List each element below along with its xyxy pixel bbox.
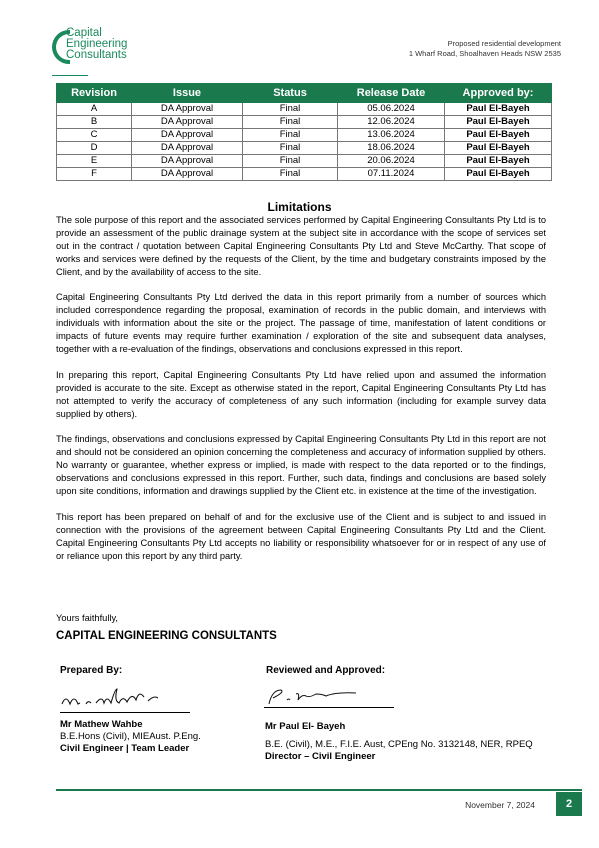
paragraph: Capital Engineering Consultants Pty Ltd derived the data in this report primarily from a number of sources which included correspondence regarding the proposal, examination of records in the public domain, and interviews with individuals with information about the site or the project. The passage of time, manifestation of latent conditions or impacts of future events may require further examination / exploration of the site and subsequent data analyses, together with a re-evaluation of the findings, observations and conclusions expressed in this report.	[56, 292, 546, 355]
document-header	[409, 39, 561, 59]
cell-revision: E	[57, 155, 132, 168]
cell-approved-by: Paul El-Bayeh	[445, 116, 552, 129]
col-status: Status	[243, 84, 338, 103]
cell-revision: B	[57, 116, 132, 129]
reviewer-details	[265, 721, 533, 763]
preparer-details	[60, 719, 201, 755]
cell-release-date: 18.06.2024	[338, 142, 445, 155]
cell-issue: DA Approval	[132, 116, 243, 129]
cell-revision: A	[57, 103, 132, 116]
cell-approved-by: Paul El-Bayeh	[445, 103, 552, 116]
cell-issue: DA Approval	[132, 142, 243, 155]
preparer-name: Mr Mathew Wahbe	[60, 719, 143, 730]
col-release-date: Release Date	[338, 84, 445, 103]
cell-status: Final	[243, 142, 338, 155]
table-row	[57, 116, 552, 129]
cell-issue: DA Approval	[132, 168, 243, 181]
reviewer-qualifications: B.E. (Civil), M.E., F.I.E. Aust, CPEng No. 3132148, NER, RPEQ	[265, 739, 533, 750]
cell-release-date: 20.06.2024	[338, 155, 445, 168]
logo-line-2: Engineering	[66, 38, 128, 50]
cell-release-date: 05.06.2024	[338, 103, 445, 116]
limitations-title: Limitations	[267, 200, 332, 214]
cell-issue: DA Approval	[132, 155, 243, 168]
logo-underline	[52, 75, 88, 76]
paragraph: This report has been prepared on behalf of and for the exclusive use of the Client and is subject to and issued in connection with the provisions of the agreement between Capital Engineering Consultants Pty Ltd and the Client. Capital Engineering Consultants Pty Ltd accepts no liability or responsibility whatsoever for or in respect of any use of or reliance upon this report by any third party.	[56, 511, 546, 561]
cell-status: Final	[243, 168, 338, 181]
reviewer-role: Director – Civil Engineer	[265, 751, 376, 762]
table-row	[57, 155, 552, 168]
revision-header-row	[57, 84, 552, 103]
cell-release-date: 07.11.2024	[338, 168, 445, 181]
paragraph: The sole purpose of this report and the associated services performed by Capital Engineering Consultants Pty Ltd is to provide an assessment of the public drainage system at the subject site in accordance with the scope of services set out in the contract / quotation between Capital Engineering Consultants Pty Ltd and Steve McCarthy. That scope of works and services were defined by the requests of the Client, by the time and budgetary constraints imposed by the Client, and by the availability of access to the site.	[56, 215, 546, 277]
cell-approved-by: Paul El-Bayeh	[445, 155, 552, 168]
revision-table	[56, 83, 552, 181]
reviewer-name: Mr Paul El- Bayeh	[265, 721, 346, 732]
footer-date: November 7, 2024	[465, 800, 535, 810]
signature-wahbe	[58, 682, 190, 712]
preparer-role: Civil Engineer | Team Leader	[60, 743, 190, 754]
limitations-body	[56, 214, 546, 575]
signature-line	[60, 712, 190, 713]
company-logo	[52, 28, 152, 80]
cell-status: Final	[243, 103, 338, 116]
cell-approved-by: Paul El-Bayeh	[445, 168, 552, 181]
signature-line	[264, 707, 394, 708]
table-row	[57, 168, 552, 181]
logo-line-3: Consultants	[66, 49, 127, 61]
cell-release-date: 12.06.2024	[338, 116, 445, 129]
cell-revision: F	[57, 168, 132, 181]
footer-divider	[56, 789, 582, 791]
cell-status: Final	[243, 129, 338, 142]
cell-approved-by: Paul El-Bayeh	[445, 129, 552, 142]
cell-status: Final	[243, 116, 338, 129]
closing-salutation: Yours faithfully,	[56, 613, 119, 623]
cell-issue: DA Approval	[132, 103, 243, 116]
col-issue: Issue	[132, 84, 243, 103]
page-number: 2	[556, 792, 582, 816]
col-approved-by: Approved by:	[445, 84, 552, 103]
table-row	[57, 129, 552, 142]
company-name: CAPITAL ENGINEERING CONSULTANTS	[56, 630, 277, 642]
table-row	[57, 142, 552, 155]
header-project: Proposed residential development	[447, 39, 561, 48]
logo-text	[66, 28, 127, 61]
cell-issue: DA Approval	[132, 129, 243, 142]
paragraph: In preparing this report, Capital Engineering Consultants Pty Ltd have relied upon and assumed the information provided is accurate to the site. Except as otherwise stated in the report, Capital Engineering Consultants Pty Ltd has not attempted to verify the accuracy of completeness of any such information (including for example survey data supplied by others).	[56, 369, 546, 419]
cell-approved-by: Paul El-Bayeh	[445, 142, 552, 155]
cell-status: Final	[243, 155, 338, 168]
cell-release-date: 13.06.2024	[338, 129, 445, 142]
cell-revision: D	[57, 142, 132, 155]
logo-line-1: Capital	[66, 27, 102, 39]
cell-revision: C	[57, 129, 132, 142]
header-address: 1 Wharf Road, Shoalhaven Heads NSW 2535	[408, 49, 561, 58]
preparer-qualifications: B.E.Hons (Civil), MIEAust. P.Eng.	[60, 731, 201, 742]
prepared-by-label: Prepared By:	[60, 665, 123, 676]
reviewed-by-label: Reviewed and Approved:	[266, 665, 386, 676]
paragraph: The findings, observations and conclusions expressed by Capital Engineering Consultants Pty Ltd in this report are not and should not be considered an opinion concerning the completeness and accuracy of information supplied by others. No warranty or guarantee, whether express or implied, is made with respect to the data reported or to the findings, observations and conclusions expressed in this report. Further, such data, findings and conclusions are based solely upon site conditions, information and drawings supplied by the Client etc. in existence at the time of the investigation.	[56, 434, 546, 496]
col-revision: Revision	[57, 84, 132, 103]
table-row	[57, 103, 552, 116]
